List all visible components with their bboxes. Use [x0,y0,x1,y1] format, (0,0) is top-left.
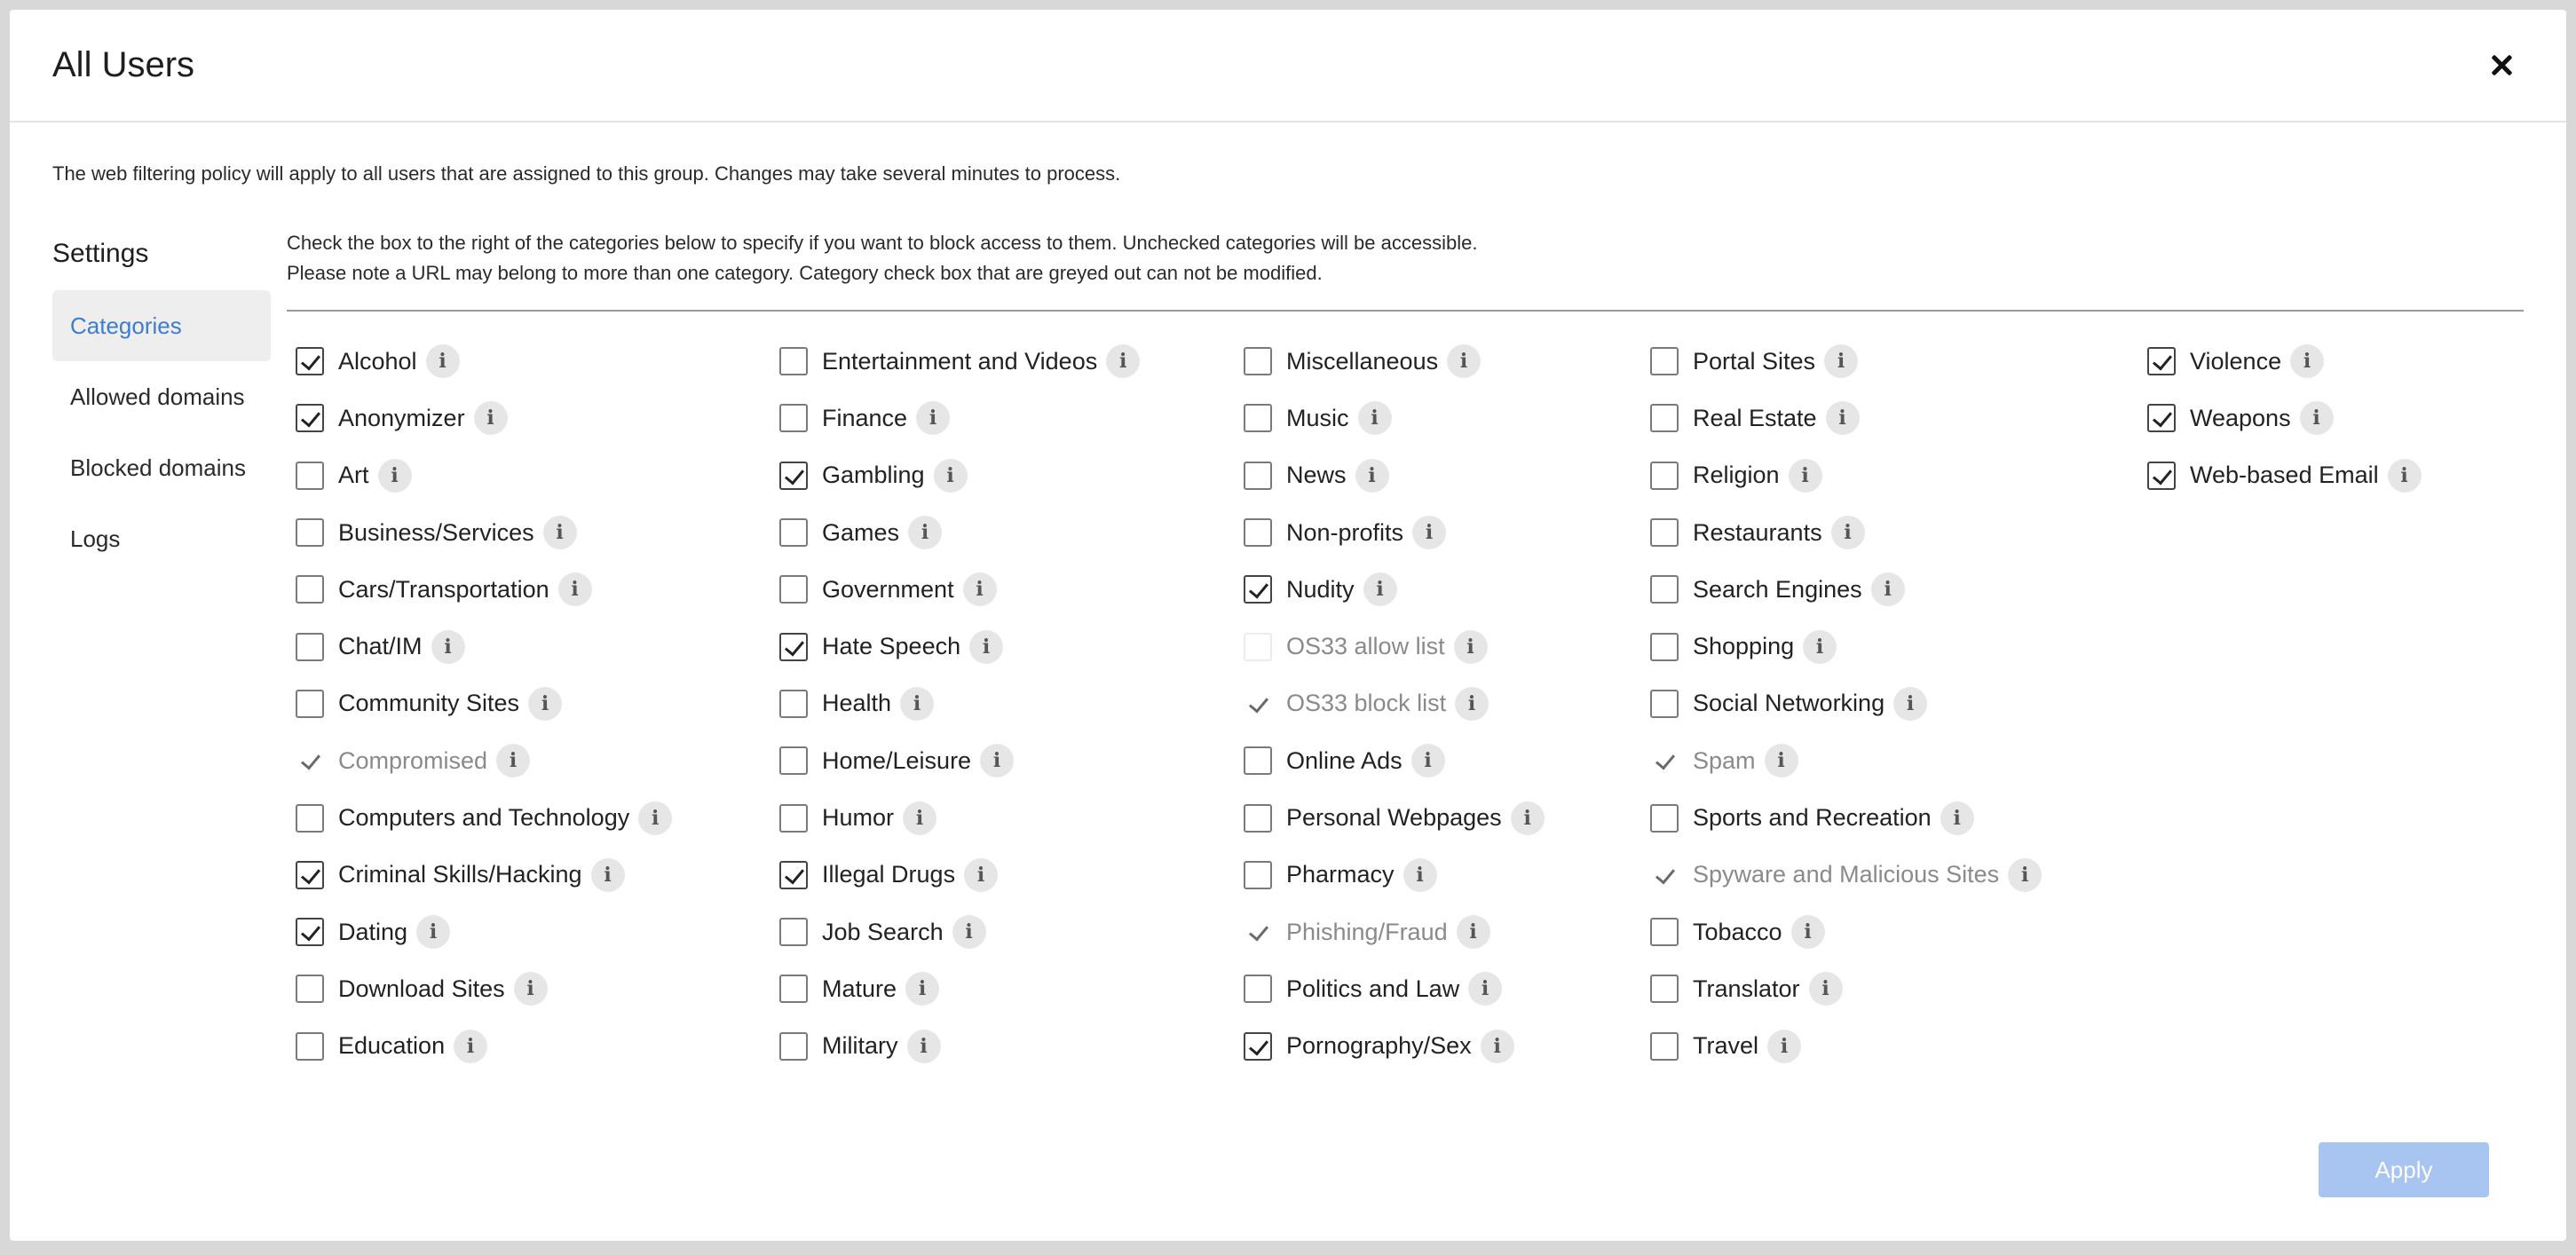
category-row-cars-transportation [296,561,672,618]
category-label: OS33 block list [1286,690,1447,717]
category-label: Phishing/Fraud [1286,918,1448,945]
category-row-compromised [296,732,672,789]
category-label: Illegal Drugs [822,861,956,888]
sidebar-item-logs[interactable]: Logs [70,525,121,552]
category-row-download-sites [296,960,672,1017]
divider [287,310,2524,312]
category-row-online-ads [1244,732,1545,789]
category-checkbox-shopping[interactable] [1650,633,1679,661]
category-column-2 [779,333,1140,1075]
category-checkbox-online-ads[interactable] [1244,746,1272,775]
category-row-personal-webpages [1244,789,1545,846]
info-icon[interactable]: i [378,459,412,493]
category-checkbox-hate-speech[interactable] [779,633,808,661]
category-checkbox-restaurants[interactable] [1650,518,1679,547]
category-label: News [1286,462,1347,489]
category-label: Job Search [822,918,944,945]
category-checkbox-download-sites[interactable] [296,975,324,1003]
category-label: Compromised [338,746,488,774]
info-icon[interactable]: i [963,572,997,606]
category-checkbox-community-sites[interactable] [296,690,324,718]
info-icon[interactable]: i [934,459,968,493]
apply-button[interactable]: Apply [2319,1142,2489,1197]
sidebar-item-allowed-domains[interactable]: Allowed domains [70,383,245,410]
category-label: Games [822,518,900,546]
category-label: Translator [1693,975,1800,1002]
category-label: Cars/Transportation [338,575,549,603]
category-label: Government [822,575,954,603]
all-users-modal [10,10,2566,1241]
info-icon[interactable]: i [496,744,530,777]
category-label: Politics and Law [1286,975,1460,1002]
category-row-criminal-skills-hacking [296,847,672,904]
category-checkbox-cars-transportation[interactable] [296,575,324,604]
category-row-business-services [296,504,672,561]
modal-title: All Users [52,45,195,84]
info-icon[interactable]: i [1411,744,1445,777]
category-row-community-sites [296,675,672,732]
categories-description-line-1: Check the box to the right of the categories below to specify if you want to block access to them. Unchecked categories will be accessible. [287,232,1478,254]
info-icon[interactable]: i [1791,915,1825,949]
info-icon[interactable]: i [1809,972,1843,1006]
category-row-pharmacy [1244,847,1545,904]
category-label: Search Engines [1693,575,1862,603]
category-checkbox-education[interactable] [296,1032,324,1061]
category-row-tobacco [1650,904,2042,960]
category-row-gambling [779,447,1140,504]
info-icon[interactable]: i [1457,915,1490,949]
category-checkbox-pharmacy[interactable] [1244,861,1272,889]
category-label: Nudity [1286,575,1355,603]
category-row-art [296,447,672,504]
info-icon[interactable]: i [1363,572,1397,606]
categories-panel [287,228,2524,1087]
category-row-non-profits [1244,504,1545,561]
category-row-humor [779,789,1140,846]
category-label: Entertainment and Videos [822,347,1098,375]
category-row-shopping [1650,618,2042,675]
info-icon[interactable]: i [916,401,950,435]
category-label: Music [1286,404,1349,431]
info-icon[interactable]: i [638,801,672,835]
info-icon[interactable]: i [2300,401,2334,435]
category-label: Pornography/Sex [1286,1032,1472,1060]
category-checkbox-chat-im[interactable] [296,633,324,661]
category-row-pornography-sex [1244,1018,1545,1075]
info-icon[interactable]: i [2008,858,2042,892]
category-column-1 [296,333,672,1075]
category-checkbox-job-search[interactable] [779,918,808,946]
info-icon[interactable]: i [591,858,625,892]
category-checkbox-miscellaneous[interactable] [1244,347,1272,375]
category-row-education [296,1018,672,1075]
category-row-home-leisure [779,732,1140,789]
category-checkbox-os33-allow-list [1244,633,1272,661]
category-checkbox-criminal-skills-hacking[interactable] [296,861,324,889]
category-row-restaurants [1650,504,2042,561]
info-icon[interactable]: i [514,972,548,1006]
category-label: Spam [1693,746,1756,774]
category-checkbox-personal-webpages[interactable] [1244,804,1272,833]
category-checkbox-phishing-fraud [1244,918,1272,946]
category-label: Spyware and Malicious Sites [1693,861,2000,888]
sidebar-item-blocked-domains[interactable]: Blocked domains [70,454,246,481]
category-label: Anonymizer [338,404,465,431]
category-checkbox-pornography-sex[interactable] [1244,1032,1272,1061]
info-icon[interactable]: i [1765,744,1798,777]
category-label: Weapons [2190,404,2291,431]
category-label: Hate Speech [822,633,961,660]
category-row-travel [1650,1018,2042,1075]
info-icon[interactable]: i [1767,1030,1801,1063]
category-checkbox-government[interactable] [779,575,808,604]
info-icon[interactable]: i [1511,801,1545,835]
info-icon[interactable]: i [1447,344,1481,378]
category-label: Criminal Skills/Hacking [338,861,582,888]
category-label: Travel [1693,1032,1759,1060]
info-icon[interactable]: i [964,858,998,892]
info-icon[interactable]: i [1455,687,1489,721]
category-checkbox-computers-and-technology[interactable] [296,804,324,833]
category-checkbox-non-profits[interactable] [1244,518,1272,547]
sidebar-title: Settings [52,239,149,268]
category-label: Alcohol [338,347,417,375]
category-label: Online Ads [1286,746,1403,774]
category-row-portal-sites [1650,333,2042,390]
category-label: Military [822,1032,898,1060]
category-label: Chat/IM [338,633,423,660]
intro-text: The web filtering policy will apply to all users that are assigned to this group. Changes may take several minutes to process. [52,162,1121,185]
category-checkbox-web-based-email[interactable] [2147,462,2176,490]
category-row-dating [296,904,672,960]
category-row-games [779,504,1140,561]
category-checkbox-home-leisure[interactable] [779,746,808,775]
category-checkbox-entertainment-and-videos[interactable] [779,347,808,375]
info-icon[interactable]: i [416,915,450,949]
category-row-violence [2147,333,2422,390]
close-icon[interactable] [2486,51,2517,81]
info-icon[interactable]: i [1789,459,1822,493]
category-checkbox-music[interactable] [1244,404,1272,432]
info-icon[interactable]: i [1481,1030,1514,1063]
category-row-os33-allow-list [1244,618,1545,675]
category-label: Tobacco [1693,918,1782,945]
info-icon[interactable]: i [1106,344,1140,378]
category-row-computers-and-technology [296,789,672,846]
category-label: Dating [338,918,408,945]
category-row-religion [1650,447,2042,504]
category-checkbox-gambling[interactable] [779,462,808,490]
category-label: Portal Sites [1693,347,1816,375]
category-row-real-estate [1650,390,2042,446]
categories-description-line-2: Please note a URL may belong to more than one category. Category check box that are greyed out can not be modified. [287,262,1323,284]
category-checkbox-finance[interactable] [779,404,808,432]
info-icon[interactable]: i [1468,972,1502,1006]
category-row-mature [779,960,1140,1017]
category-label: Violence [2190,347,2282,375]
info-icon[interactable]: i [980,744,1014,777]
category-row-government [779,561,1140,618]
category-checkbox-anonymizer[interactable] [296,404,324,432]
category-column-5 [2147,333,2422,504]
info-icon[interactable]: i [1826,401,1860,435]
category-checkbox-real-estate[interactable] [1650,404,1679,432]
category-checkbox-health[interactable] [779,690,808,718]
category-label: Gambling [822,462,925,489]
category-label: Personal Webpages [1286,804,1502,832]
category-checkbox-illegal-drugs[interactable] [779,861,808,889]
info-icon[interactable]: i [2290,344,2324,378]
info-icon[interactable]: i [474,401,508,435]
category-label: Computers and Technology [338,804,630,832]
category-grid [287,333,2524,1087]
category-row-weapons [2147,390,2422,446]
category-checkbox-os33-block-list [1244,690,1272,718]
info-icon[interactable]: i [528,687,562,721]
category-checkbox-search-engines[interactable] [1650,575,1679,604]
category-checkbox-translator[interactable] [1650,975,1679,1003]
info-icon[interactable]: i [426,344,460,378]
category-row-illegal-drugs [779,847,1140,904]
category-label: Education [338,1032,446,1060]
category-row-politics-and-law [1244,960,1545,1017]
category-row-phishing-fraud [1244,904,1545,960]
category-checkbox-violence[interactable] [2147,347,2176,375]
info-icon[interactable]: i [903,801,936,835]
category-label: Business/Services [338,518,534,546]
category-checkbox-spam [1650,746,1679,775]
category-checkbox-humor[interactable] [779,804,808,833]
category-row-web-based-email [2147,447,2422,504]
category-label: Art [338,462,369,489]
category-checkbox-nudity[interactable] [1244,575,1272,604]
category-checkbox-portal-sites[interactable] [1650,347,1679,375]
info-icon[interactable]: i [1358,401,1392,435]
info-icon[interactable]: i [1412,516,1446,549]
category-checkbox-art[interactable] [296,462,324,490]
category-checkbox-religion[interactable] [1650,462,1679,490]
info-icon[interactable]: i [1403,858,1437,892]
info-icon[interactable]: i [1803,630,1837,664]
category-label: OS33 allow list [1286,633,1445,660]
category-label: Humor [822,804,895,832]
info-icon[interactable]: i [1454,630,1488,664]
category-row-miscellaneous [1244,333,1545,390]
category-checkbox-alcohol[interactable] [296,347,324,375]
info-icon[interactable]: i [1355,459,1389,493]
category-row-job-search [779,904,1140,960]
category-row-hate-speech [779,618,1140,675]
info-icon[interactable]: i [454,1030,487,1063]
category-row-nudity [1244,561,1545,618]
category-label: Real Estate [1693,404,1817,431]
category-column-3 [1244,333,1545,1075]
category-checkbox-sports-and-recreation[interactable] [1650,804,1679,833]
info-icon[interactable]: i [558,572,592,606]
info-icon[interactable]: i [1824,344,1858,378]
category-row-social-networking [1650,675,2042,732]
info-icon[interactable]: i [905,972,939,1006]
category-row-entertainment-and-videos [779,333,1140,390]
category-label: Religion [1693,462,1780,489]
category-label: Restaurants [1693,518,1822,546]
info-icon[interactable]: i [908,516,942,549]
category-label: Home/Leisure [822,746,972,774]
settings-sidebar [52,239,271,574]
info-icon[interactable]: i [2388,459,2422,493]
category-row-military [779,1018,1140,1075]
category-checkbox-spyware-and-malicious-sites [1650,861,1679,889]
category-label: Shopping [1693,633,1795,660]
info-icon[interactable]: i [431,630,465,664]
modal-header [10,10,2566,122]
category-checkbox-mature[interactable] [779,975,808,1003]
category-row-anonymizer [296,390,672,446]
category-checkbox-tobacco[interactable] [1650,918,1679,946]
category-label: Mature [822,975,897,1002]
category-label: Download Sites [338,975,505,1002]
info-icon[interactable]: i [1940,801,1974,835]
category-checkbox-news[interactable] [1244,462,1272,490]
category-row-search-engines [1650,561,2042,618]
category-checkbox-weapons[interactable] [2147,404,2176,432]
category-label: Non-profits [1286,518,1404,546]
category-row-sports-and-recreation [1650,789,2042,846]
category-column-4 [1650,333,2042,1075]
info-icon[interactable]: i [1893,687,1927,721]
category-label: Health [822,690,892,717]
category-row-music [1244,390,1545,446]
category-label: Community Sites [338,690,520,717]
category-row-news [1244,447,1545,504]
category-row-translator [1650,960,2042,1017]
category-checkbox-politics-and-law[interactable] [1244,975,1272,1003]
info-icon[interactable]: i [1831,516,1865,549]
category-row-alcohol [296,333,672,390]
category-checkbox-compromised [296,746,324,775]
category-checkbox-military[interactable] [779,1032,808,1061]
category-label: Sports and Recreation [1693,804,1932,832]
sidebar-item-categories[interactable]: Categories [52,290,271,361]
category-checkbox-dating[interactable] [296,918,324,946]
info-icon[interactable]: i [900,687,934,721]
category-checkbox-games[interactable] [779,518,808,547]
category-checkbox-business-services[interactable] [296,518,324,547]
category-row-finance [779,390,1140,446]
category-label: Web-based Email [2190,462,2379,489]
category-row-health [779,675,1140,732]
category-label: Social Networking [1693,690,1885,717]
info-icon[interactable]: i [907,1030,941,1063]
info-icon[interactable]: i [952,915,986,949]
category-label: Pharmacy [1286,861,1395,888]
category-checkbox-social-networking[interactable] [1650,690,1679,718]
category-row-chat-im [296,618,672,675]
category-checkbox-travel[interactable] [1650,1032,1679,1061]
category-row-os33-block-list [1244,675,1545,732]
info-icon[interactable]: i [543,516,577,549]
category-row-spyware-and-malicious-sites [1650,847,2042,904]
info-icon[interactable]: i [969,630,1003,664]
category-row-spam [1650,732,2042,789]
category-label: Finance [822,404,908,431]
info-icon[interactable]: i [1871,572,1905,606]
category-label: Miscellaneous [1286,347,1439,375]
